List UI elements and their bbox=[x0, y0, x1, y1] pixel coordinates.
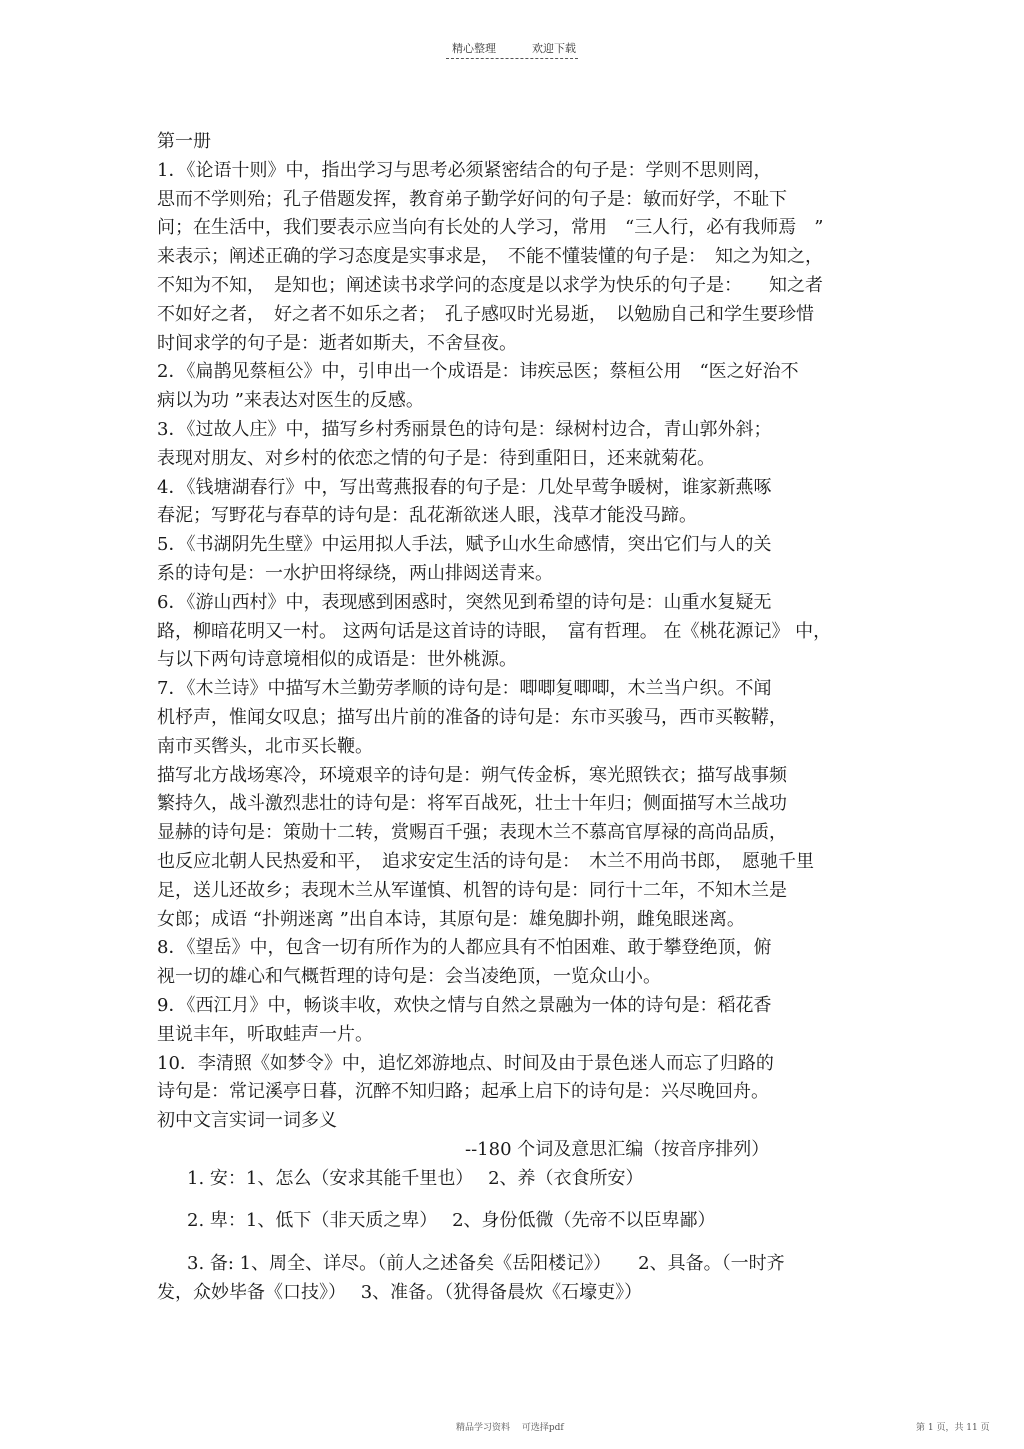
text-line: 机杼声，惟闻女叹息；描写出片前的准备的诗句是：东市买骏马，西市买鞍鞯， bbox=[157, 706, 787, 728]
text-line: 思而不学则殆；孔子借题发挥，教育弟子勤学好问的句子是：敏而好学，不耻下 bbox=[157, 188, 787, 210]
text-line: 表现对朋友、对乡村的依恋之情的句子是：待到重阳日，还来就菊花。 bbox=[157, 447, 715, 469]
text-line: 诗句是：常记溪亭日暮，沉醉不知归路；起承上启下的诗句是：兴尽晚回舟。 bbox=[157, 1081, 769, 1103]
text-line: 8．《望岳》中，包含一切有所作为的人都应具有不怕困难、敢于攀登绝顶，俯 bbox=[157, 937, 772, 959]
document-body bbox=[157, 128, 877, 1308]
text-line: 显赫的诗句是：策勋十二转，赏赐百千强；表现木兰不慕高官厚禄的高尚品质， bbox=[157, 822, 787, 844]
entry-bei2: 3. 备: 1、周全、详尽。（前人之述备矣《岳阳楼记》） 2、具备。（一时齐 bbox=[187, 1253, 785, 1275]
text-line: 3．《过故人庄》中，描写乡村秀丽景色的诗句是：绿树村边合，青山郭外斜； bbox=[157, 418, 772, 440]
section-title-vocab: 初中文言实词一词多义 bbox=[157, 1110, 337, 1132]
text-line: 来表示；阐述正确的学习态度是实事求是， 不能不懂装懂的句子是： 知之为知之， bbox=[157, 246, 823, 268]
text-line: 10．李清照《如梦令》中，追忆郊游地点、时间及由于景色迷人而忘了归路的 bbox=[157, 1052, 774, 1074]
section-title: 第一册 bbox=[157, 131, 211, 152]
page-footer bbox=[0, 1420, 1024, 1436]
text-line: 4．《钱塘湖春行》中，写出莺燕报春的句子是：几处早莺争暖树，谁家新燕啄 bbox=[157, 476, 772, 498]
entry-bei2-cont: 发，众妙毕备《口技》） 3、准备。（犹得备晨炊《石壕吏》） bbox=[157, 1282, 643, 1304]
text-line: 春泥；写野花与春草的诗句是：乱花渐欲迷人眼，浅草才能没马蹄。 bbox=[157, 505, 697, 527]
text-line: 6．《游山西村》中，表现感到困惑时，突然见到希望的诗句是：山重水复疑无 bbox=[157, 591, 772, 613]
text-line: 病以为功 ”来表达对医生的反感。 bbox=[157, 390, 424, 412]
text-line: 5．《书湖阴先生壁》中运用拟人手法，赋予山水生命感情，突出它们与人的关 bbox=[157, 534, 772, 556]
text-line: 系的诗句是：一水护田将绿绕，两山排闼送青来。 bbox=[157, 562, 553, 584]
text-line: 问；在生活中，我们要表示应当向有长处的人学习，常用 “三人行，必有我师焉 ” bbox=[157, 217, 824, 239]
entry-an: 1. 安：1、怎么（安求其能千里也） 2、养（衣食所安） bbox=[187, 1167, 644, 1189]
header-left-text: 精心整理 bbox=[452, 42, 496, 55]
footer-left-text: 精品学习资料 可选择pdf bbox=[456, 1423, 564, 1433]
text-line: 足，送儿还故乡；表现木兰从军谨慎、机智的诗句是：同行十二年，不知木兰是 bbox=[157, 879, 787, 901]
text-line: 9．《西江月》中，畅谈丰收，欢快之情与自然之景融为一体的诗句是：稻花香 bbox=[157, 994, 772, 1016]
text-line: 不如好之者， 好之者不如乐之者； 孔子感叹时光易逝， 以勉励自己和学生要珍惜 bbox=[157, 303, 814, 325]
page-header bbox=[0, 40, 1024, 70]
text-line: 1．《论语十则》中，指出学习与思考必须紧密结合的句子是：学则不思则罔， bbox=[157, 159, 772, 181]
text-line: 时间求学的句子是：逝者如斯夫，不舍昼夜。 bbox=[157, 332, 517, 354]
text-line: 不知为不知， 是知也；阐述读书求学问的态度是以求学为快乐的句子是： 知之者 bbox=[157, 274, 823, 296]
page-number: 第 1 页，共 11 页 bbox=[916, 1423, 990, 1433]
entry-bei: 2. 卑：1、低下（非天质之卑） 2、身份低微（先帝不以臣卑鄙） bbox=[187, 1210, 716, 1232]
text-line: 南市买辔头，北市买长鞭。 bbox=[157, 735, 373, 757]
vocab-subtitle: --180 个词及意思汇编（按音序排列） bbox=[465, 1138, 770, 1160]
text-line: 女郎；成语 “扑朔迷离 ”出自本诗，其原句是：雄兔脚扑朔，雌兔眼迷离。 bbox=[157, 908, 745, 930]
text-line: 与以下两句诗意境相似的成语是：世外桃源。 bbox=[157, 649, 517, 671]
text-line: 2．《扁鹊见蔡桓公》中，引申出一个成语是：讳疾忌医；蔡桓公用 “医之好治不 bbox=[157, 361, 799, 383]
text-line: 繁持久，战斗激烈悲壮的诗句是：将军百战死，壮士十年归；侧面描写木兰战功 bbox=[157, 793, 787, 815]
text-line: 视一切的雄心和气概哲理的诗句是：会当凌绝顶，一览众山小。 bbox=[157, 966, 661, 988]
text-line: 也反应北朝人民热爱和平， 追求安定生活的诗句是： 木兰不用尚书郎， 愿驰千里 bbox=[157, 850, 814, 872]
text-line: 里说丰年，听取蛙声一片。 bbox=[157, 1023, 373, 1045]
header-right-text: 欢迎下载 bbox=[532, 42, 576, 55]
text-line: 7．《木兰诗》中描写木兰勤劳孝顺的诗句是：唧唧复唧唧，木兰当户织。不闻 bbox=[157, 678, 772, 700]
header-divider bbox=[446, 58, 578, 59]
text-line: 路，柳暗花明又一村。 这两句话是这首诗的诗眼， 富有哲理。 在《桃花源记》 中， bbox=[157, 620, 832, 642]
text-line: 描写北方战场寒冷，环境艰辛的诗句是：朔气传金柝，寒光照铁衣；描写战事频 bbox=[157, 764, 787, 786]
